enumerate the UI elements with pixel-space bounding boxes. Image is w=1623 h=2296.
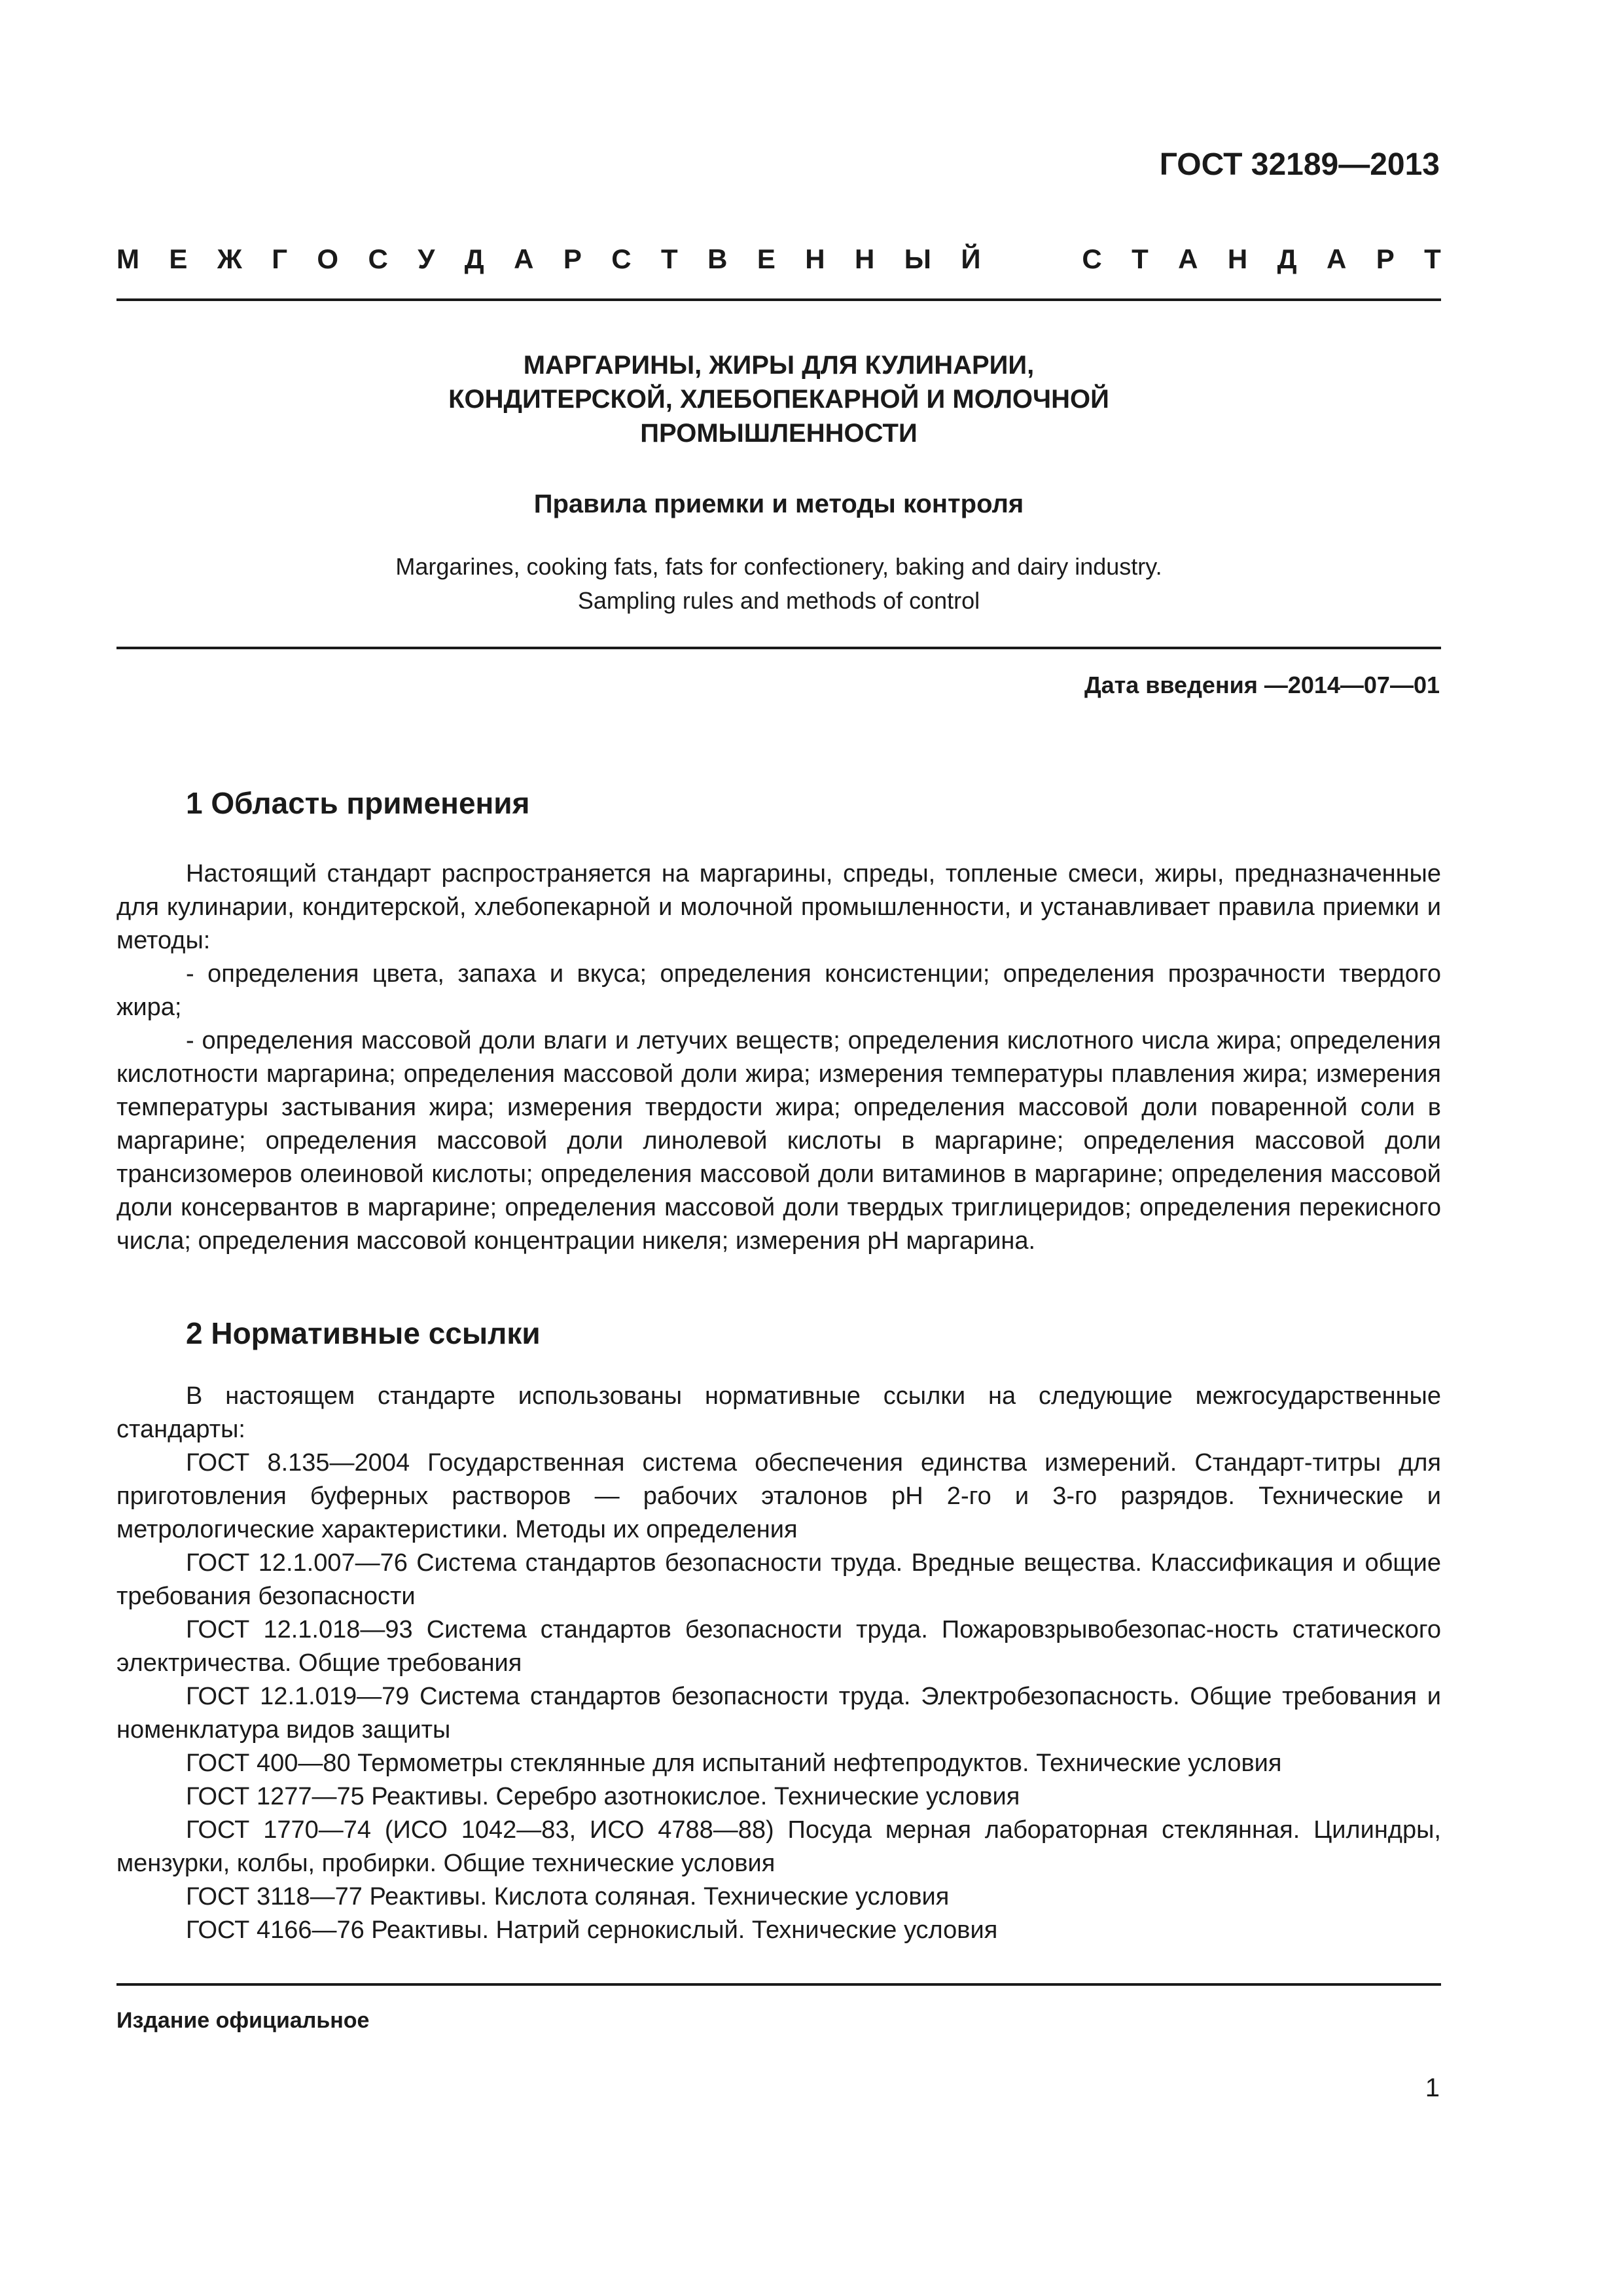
title-divider (116, 647, 1441, 649)
banner-letter: Д (1277, 243, 1297, 274)
banner-letter: Й (961, 243, 981, 274)
reference-entry: ГОСТ 12.1.019—79 Система стандартов безопасности труда. Электробезопасность. Общие требования и номенклатура видов защиты (116, 1683, 1441, 1744)
section-2-heading: 2 Нормативные ссылки (186, 1316, 541, 1350)
banner-letter: Т (1424, 243, 1441, 274)
banner-letter: Р (563, 243, 582, 274)
banner-letter: С (1082, 243, 1102, 274)
reference-entry: ГОСТ 1770—74 (ИСО 1042—83, ИСО 4788—88) Посуда мерная лабораторная стеклянная. Цилиндры, мензурки, колбы, пробирки. Общие технические условия (116, 1816, 1441, 1877)
section-1-heading: 1 Область применения (186, 786, 530, 820)
gost-number: ГОСТ 32189—2013 (1159, 147, 1440, 182)
introduction-date: Дата введения —2014—07—01 (1084, 672, 1440, 698)
banner-letter: Д (464, 243, 484, 274)
page-number: 1 (1425, 2073, 1440, 2102)
title-line-3: ПРОМЫШЛЕННОСТИ (640, 419, 918, 448)
header-divider (116, 298, 1441, 301)
banner-letter: Н (805, 243, 825, 274)
banner-word-gap (1010, 243, 1052, 275)
english-title (116, 550, 1441, 618)
banner-letter: С (368, 243, 388, 274)
reference-entry: ГОСТ 400—80 Термометры стеклянные для испытаний нефтепродуктов. Технические условия (186, 1749, 1282, 1777)
section-1-body (116, 857, 1441, 1258)
banner-letter: А (514, 243, 534, 274)
banner-letter: А (1178, 243, 1198, 274)
banner-letter: Р (1376, 243, 1395, 274)
banner-letter: Т (1132, 243, 1149, 274)
reference-entry: ГОСТ 4166—76 Реактивы. Натрий сернокислый. Технические условия (186, 1916, 998, 1944)
section-1-paragraph: Настоящий стандарт распространяется на маргарины, спреды, топленые смеси, жиры, предназначенные для кулинарии, кондитерской, хлебопекарной и молочной промышленности, и устанавливает правила приемки и методы: (116, 860, 1441, 954)
banner-letter: О (317, 243, 339, 274)
reference-entry: ГОСТ 12.1.018—93 Система стандартов безопасности труда. Пожаровзрывобезопас-ность статического электричества. Общие требования (116, 1616, 1441, 1677)
document-title (116, 348, 1441, 450)
section-1-paragraph: - определения массовой доли влаги и летучих веществ; определения кислотного числа жира; определения кислотности маргарина; определения массовой доли жира; измерения температуры плавления жира; измерения температуры застывания жира; измерения твердости жира; определения массовой доли поваренной соли в маргарине; определения массовой доли линолевой кислоты в маргарине; определения массовой доли трансизомеров олеиновой кислоты; определения массовой доли витаминов в маргарине; определения массовой доли консервантов в маргарине; определения массовой доли твердых триглицеридов; определения перекисного числа; определения массовой концентрации никеля; измерения pH маргарина. (116, 1027, 1441, 1255)
banner-letter: Е (169, 243, 188, 274)
section-1-paragraph: - определения цвета, запаха и вкуса; определения консистенции; определения прозрачности твердого жира; (116, 960, 1441, 1021)
reference-entry: ГОСТ 8.135—2004 Государственная система обеспечения единства измерений. Стандарт-титры для приготовления буферных растворов — рабочих эталонов pH 2-го и 3-го разрядов. Технические и метрологические характеристики. Методы их определения (116, 1449, 1441, 1543)
footer-divider (116, 1983, 1441, 1986)
banner-letter: Н (1227, 243, 1248, 274)
section-2-paragraph: В настоящем стандарте использованы нормативные ссылки на следующие межгосударственные стандарты: (116, 1382, 1441, 1443)
banner-letter: В (707, 243, 728, 274)
standard-type-banner (116, 243, 1441, 275)
title-line-2: КОНДИТЕРСКОЙ, ХЛЕБОПЕКАРНОЙ И МОЛОЧНОЙ (448, 385, 1109, 414)
section-2-body (116, 1380, 1441, 1947)
banner-letter: Е (757, 243, 776, 274)
banner-letter: С (611, 243, 632, 274)
english-title-line-2: Sampling rules and methods of control (577, 587, 980, 614)
document-subtitle: Правила приемки и методы контроля (533, 490, 1024, 518)
banner-letter: А (1326, 243, 1347, 274)
banner-letter: Т (661, 243, 678, 274)
title-line-1: МАРГАРИНЫ, ЖИРЫ ДЛЯ КУЛИНАРИИ, (523, 351, 1035, 380)
banner-letter: Г (272, 243, 288, 274)
banner-letter: Ж (217, 243, 242, 274)
banner-letter: Ы (904, 243, 931, 274)
reference-entry: ГОСТ 3118—77 Реактивы. Кислота соляная. Технические условия (186, 1883, 950, 1910)
english-title-line-1: Margarines, cooking fats, fats for confectionery, baking and dairy industry. (395, 553, 1162, 580)
edition-note: Издание официальное (116, 2008, 370, 2033)
banner-letter: У (418, 243, 435, 274)
banner-letter: Н (855, 243, 875, 274)
reference-entry: ГОСТ 1277—75 Реактивы. Серебро азотнокислое. Технические условия (186, 1783, 1020, 1810)
reference-entry: ГОСТ 12.1.007—76 Система стандартов безопасности труда. Вредные вещества. Классификация и общие требования безопасности (116, 1549, 1441, 1610)
banner-letter: М (116, 243, 139, 274)
